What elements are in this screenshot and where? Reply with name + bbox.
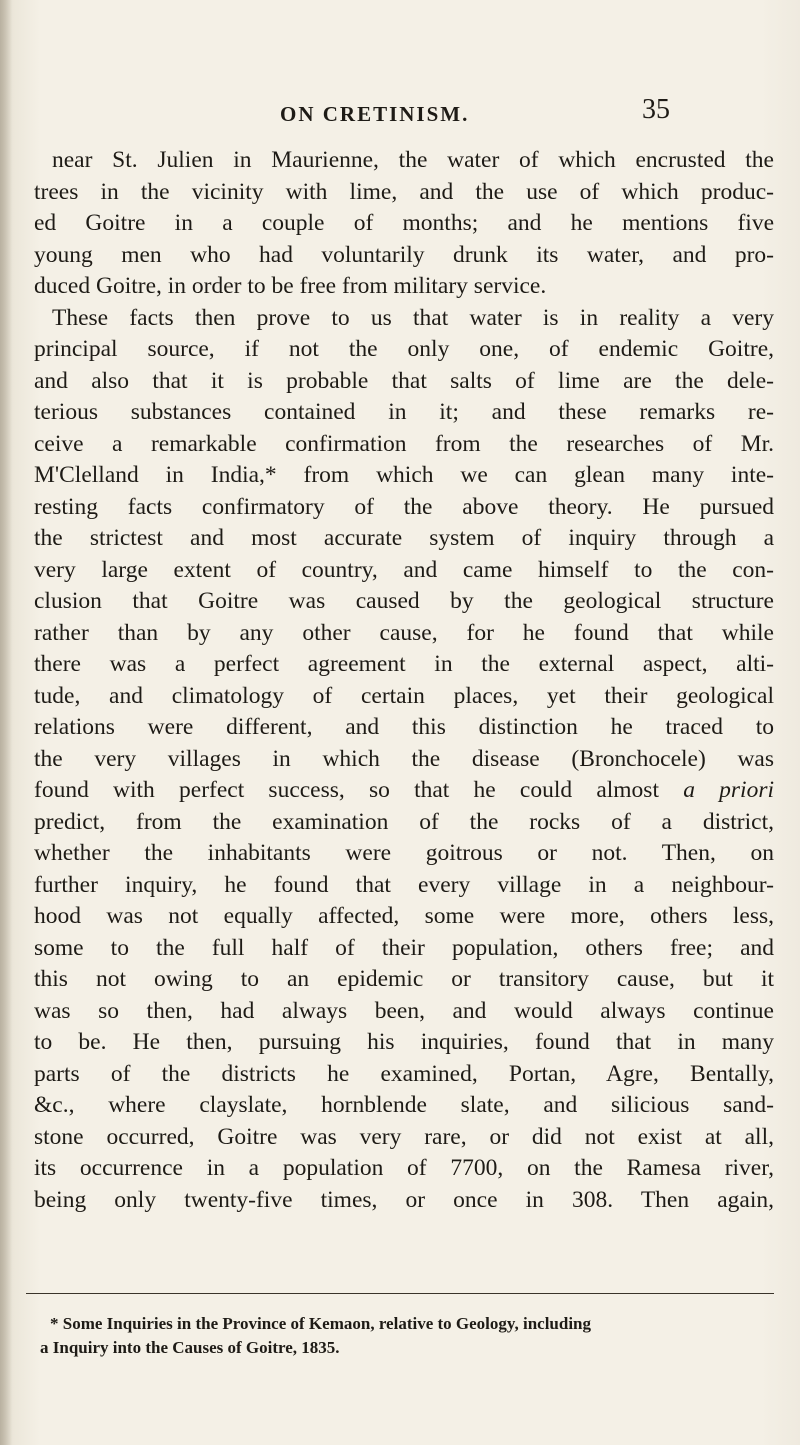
text-line: duced Goitre, in order to be free from military service.	[34, 273, 547, 299]
footnote-rule	[26, 1293, 774, 1294]
text-line: the strictest and most accurate system of inquiry through a	[34, 525, 774, 551]
text-line: tude, and climatology of certain places, yet their geological	[34, 682, 774, 709]
text-line: near St. Julien in Maurienne, the water of which encrusted the	[52, 147, 774, 173]
page-header	[250, 94, 670, 134]
binding-gutter	[0, 0, 12, 1445]
page-number: 35	[642, 94, 670, 125]
text-line: there was a perfect agreement in the external aspect, alti-	[34, 651, 774, 677]
text-line: to be. He then, pursuing his inquiries, found that in many	[34, 1029, 774, 1055]
text-line: &c., where clayslate, hornblende slate, and silicious sand-	[34, 1092, 774, 1118]
text-line-a-priori	[34, 775, 774, 807]
text-line: the very villages in which the disease (Bronchocele) was	[34, 745, 774, 772]
body-text	[34, 145, 774, 1216]
text-line: further inquiry, he found that every village in a neighbour-	[34, 871, 774, 898]
text-line: this not owing to an epidemic or transitory cause, but it	[34, 966, 774, 992]
text-line: hood was not equally affected, some were more, others less,	[34, 903, 774, 929]
text-line: very large extent of country, and came himself to the con-	[34, 556, 774, 583]
text-line: predict, from the examination of the rocks of a district,	[34, 808, 774, 835]
text-line: ed Goitre in a couple of months; and he mentions five	[34, 210, 774, 236]
text-line: These facts then prove to us that water is in reality a very	[52, 304, 774, 331]
text-line: young men who had voluntarily drunk its water, and pro-	[34, 241, 774, 268]
text-line: its occurrence in a population of 7700, on the Ramesa river,	[34, 1155, 774, 1181]
text-line: whether the inhabitants were goitrous or not. Then, on	[34, 840, 774, 866]
text-line: principal source, if not the only one, of endemic Goitre,	[34, 336, 774, 362]
text-line: clusion that Goitre was caused by the geological structure	[34, 588, 774, 614]
text-line: was so then, had always been, and would always continue	[34, 997, 774, 1024]
text-line: M'Clelland in India,* from which we can glean many inte-	[34, 462, 774, 488]
running-head: ON CRETINISM.	[280, 102, 470, 126]
text-line: some to the full half of their population, others free; and	[34, 934, 774, 961]
text-line: being only twenty-five times, or once in 308. Then again,	[34, 1186, 774, 1213]
text-line: relations were different, and this distinction he traced to	[34, 714, 774, 740]
text-line: terious substances contained in it; and these remarks re-	[34, 399, 774, 425]
text-line: ceive a remarkable confirmation from the researches of Mr.	[34, 430, 774, 457]
text-line-part: found with perfect success, so that he could almost a priori	[34, 777, 774, 803]
text-line: trees in the vicinity with lime, and the use of which produc-	[34, 178, 774, 205]
footnote-line: * Some Inquiries in the Province of Kemaon, relative to Geology, including	[50, 1314, 592, 1333]
italic-phrase: a priori	[683, 777, 774, 803]
text-line: parts of the districts he examined, Portan, Agre, Bentally,	[34, 1060, 774, 1087]
text-line: rather than by any other cause, for he found that while	[34, 619, 774, 646]
text-line: resting facts confirmatory of the above theory. He pursued	[34, 493, 774, 520]
footnote	[40, 1312, 774, 1360]
text-line: and also that it is probable that salts of lime are the dele-	[34, 367, 774, 394]
text-line: stone occurred, Goitre was very rare, or did not exist at all,	[34, 1123, 774, 1150]
footnote-line: a Inquiry into the Causes of Goitre, 1835.	[40, 1338, 340, 1357]
